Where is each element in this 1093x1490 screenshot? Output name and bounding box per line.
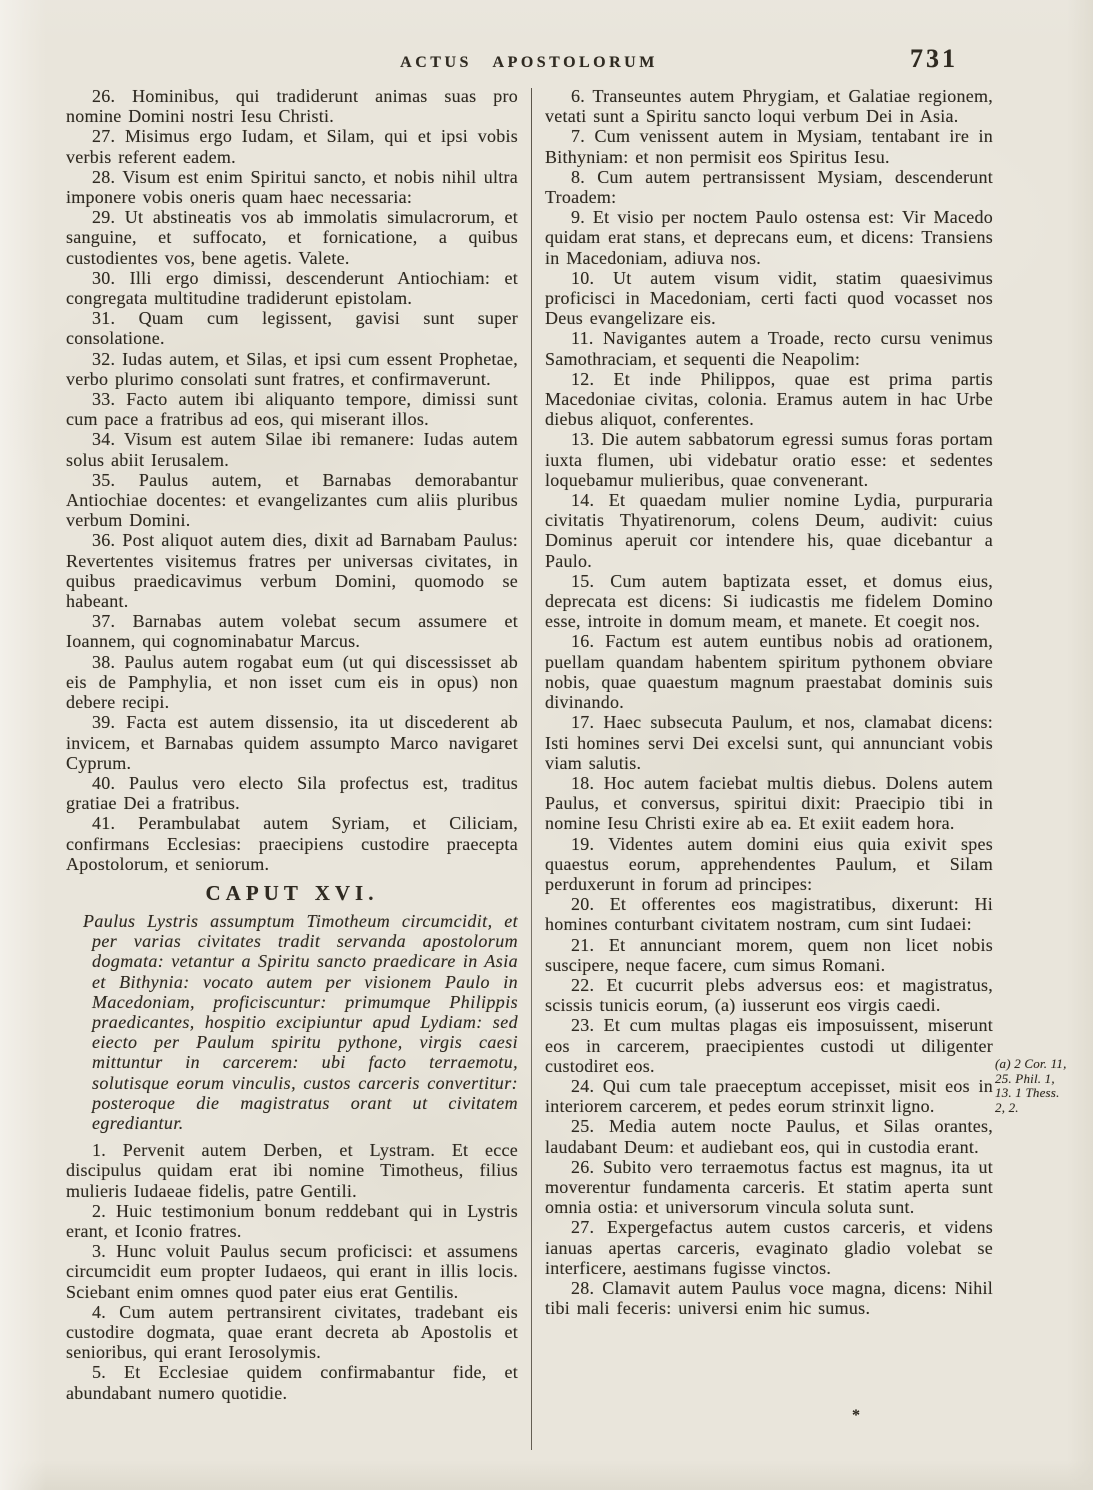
margin-note-line: (a) 2 Cor. 11,: [995, 1056, 1067, 1071]
verse-paragraph: 21. Et annunciant morem, quem non licet nobis suscipere, neque facere, cum simus Romani.: [545, 934, 993, 975]
verse-paragraph: 30. Illi ergo dimissi, descenderunt Antiochiam: et congregata multitudine tradiderunt epistolam.: [66, 267, 518, 309]
margin-note-line: 13. 1 Thess.: [995, 1085, 1060, 1100]
column-divider-rule: [531, 88, 532, 1450]
verse-paragraph: 28. Visum est enim Spiritui sancto, et nobis nihil ultra imponere vobis oneris quam haec necessaria:: [66, 166, 518, 208]
verse-paragraph: 28. Clamavit autem Paulus voce magna, dicens: Nihil tibi mali feceris: universi enim hic sumus.: [545, 1277, 993, 1319]
verse-paragraph: 11. Navigantes autem a Troade, recto cursu venimus Samothraciam, et sequenti die Neapolim:: [545, 328, 993, 369]
verse-paragraph: 6. Transeuntes autem Phrygiam, et Galatiae regionem, vetati sunt a Spiritu sancto loqui verbum Dei in Asia.: [545, 86, 993, 127]
chapter16-verses-start: [66, 1140, 518, 1403]
verse-paragraph: 24. Qui cum tale praeceptum accepisset, misit eos in interiorem carcerem, et pedes eorum strinxit ligno.: [545, 1075, 993, 1117]
left-column: [66, 86, 518, 1403]
chapter-heading: CAPUT XVI.: [205, 880, 379, 905]
verse-paragraph: 2. Huic testimonium bonum reddebant qui in Lystris erant, et Iconio fratres.: [66, 1200, 518, 1241]
verse-paragraph: 35. Paulus autem, et Barnabas demorabantur Antiochiae docentes: et evangelizantes cum aliis pluribus verbum Domini.: [66, 469, 518, 531]
verse-paragraph: 33. Facto autem ibi aliquanto tempore, dimissi sunt cum pace a fratribus ad eos, qui miserant illos.: [66, 389, 518, 430]
verse-paragraph: 36. Post aliquot autem dies, dixit ad Barnabam Paulus: Revertentes visitemus fratres per universas civitates, in quibus praedicavimus verbum Domini, quomodo se habeant.: [66, 530, 518, 612]
verse-paragraph: 7. Cum venissent autem in Mysiam, tentabant ire in Bithyniam: et non permisit eos Spiritus Iesu.: [545, 126, 993, 167]
verse-paragraph: 8. Cum autem pertransissent Mysiam, descenderunt Troadem:: [545, 166, 993, 208]
verse-paragraph: 26. Subito vero terraemotus factus est magnus, ita ut moverentur fundamenta carceris. Et statim aperta sunt omnia ostia: et universorum vincula soluta sunt.: [545, 1156, 993, 1218]
verse-paragraph: 1. Pervenit autem Derben, et Lystram. Et ecce discipulus quidam erat ibi nomine Timotheus, filius mulieris Iudaeae fidelis, patre Gentili.: [66, 1140, 518, 1201]
chapter16-verses: [545, 86, 993, 1318]
right-column: [545, 86, 993, 1318]
margin-note-line: 2, 2.: [995, 1099, 1019, 1115]
verse-paragraph: 9. Et visio per noctem Paulo ostensa est: Vir Macedo quidam erat stans, et deprecans eum, et dicens: Transiens in Macedoniam, adiuva nos.: [545, 207, 993, 268]
verse-paragraph: 5. Et Ecclesiae quidem confirmabantur fide, et abundabant numero quotidie.: [66, 1362, 518, 1403]
verse-paragraph: 13. Die autem sabbatorum egressi sumus foras portam iuxta flumen, ubi videbatur oratio esse: et sedentes loquebamur mulieribus, quae convenerant.: [545, 429, 993, 490]
verse-paragraph: 20. Et offerentes eos magistratibus, dixerunt: Hi homines conturbant civitatem nostram, cum sint Iudaei:: [545, 894, 993, 935]
verse-paragraph: 4. Cum autem pertransirent civitates, tradebant eis custodire dogmata, quae erant decreta ab Apostolis et senioribus, qui erant Ierosolymis.: [66, 1301, 518, 1363]
verse-paragraph: 25. Media autem nocte Paulus, et Silas orantes, laudabant Deum: et audiebant eos, qui in custodia erant.: [545, 1116, 993, 1157]
verse-paragraph: 17. Haec subsecuta Paulum, et nos, clamabat dicens: Isti homines servi Dei excelsi sunt, qui annunciant vobis viam salutis.: [545, 712, 993, 773]
running-head-title: ACTUS APOSTOLORUM: [400, 54, 658, 71]
verse-paragraph: 34. Visum est autem Silae ibi remanere: Iudas autem solus abiit Ierusalem.: [66, 429, 518, 470]
verse-paragraph: 29. Ut abstineatis vos ab immolatis simulacrorum, et sanguine, et suffocato, et fornicatione, a quibus custodientes vos, bene agetis. Valete.: [66, 207, 518, 268]
verse-paragraph: 31. Quam cum legissent, gavisi sunt super consolatione.: [66, 308, 518, 349]
verse-paragraph: 40. Paulus vero electo Sila profectus est, traditus gratiae Dei a fratribus.: [66, 772, 518, 814]
verse-paragraph: 27. Misimus ergo Iudam, et Silam, qui et ipsi vobis verbis referent eadem.: [66, 126, 518, 167]
verse-paragraph: 26. Hominibus, qui tradiderunt animas suas pro nomine Domini nostri Iesu Christi.: [66, 86, 518, 127]
verse-paragraph: 32. Iudas autem, et Silas, et ipsi cum essent Prophetae, verbo plurimo consolati sunt fratres, et confirmaverunt.: [66, 348, 518, 389]
verse-paragraph: 14. Et quaedam mulier nomine Lydia, purpuraria civitatis Thyatirenorum, colens Deum, audivit: cuius Dominus aperuit cor intendere his, quae dicebantur a Paulo.: [545, 490, 993, 571]
verse-paragraph: 3. Hunc voluit Paulus secum proficisci: et assumens circumcidit eum propter Iudaeos, qui erant in illis locis. Sciebant enim omnes quod pater eius erat Gentilis.: [66, 1241, 518, 1302]
verse-paragraph: 15. Cum autem baptizata esset, et domus eius, deprecata est dicens: Si iudicastis me fidelem Domino esse, introite in domum meam, et manete. Et coegit nos.: [545, 570, 993, 632]
chapter15-verses: [66, 86, 518, 874]
verse-paragraph: 41. Perambulabat autem Syriam, et Ciliciam, confirmans Ecclesias: praecipiens custodire praecepta Apostolorum, et seniorum.: [66, 813, 518, 874]
verse-paragraph: 12. Et inde Philippos, quae est prima partis Macedoniae civitas, colonia. Eramus autem in hac Urbe diebus aliquot, conferentes.: [545, 368, 993, 430]
margin-reference-note: [995, 1057, 1093, 1115]
page-number: 731: [910, 44, 958, 73]
footer-asterisk: *: [852, 1407, 860, 1424]
verse-paragraph: 10. Ut autem visum vidit, statim quaesivimus proficisci in Macedoniam, certi facti quod vocasset nos Deus evangelizare eis.: [545, 267, 993, 329]
margin-note-line: 25. Phil. 1,: [995, 1070, 1055, 1086]
verse-paragraph: 18. Hoc autem faciebat multis diebus. Dolens autem Paulus, et conversus, spiritui dixit: Praecipio tibi in nomine Iesu Christi exire ab ea. Et exiit eadem hora.: [545, 772, 993, 834]
chapter-summary: Paulus Lystris assumptum Timotheum circumcidit, et per varias civitates tradit servanda apostolorum dogmata: vetantur a Spiritu sancto praedicare in Asia et Bithynia: vocato autem per visionem Paulo in Macedoniam, proficiscuntur: primumque Philippis praedicantes, hospitio excipiuntur apud Lydiam: sed eiecto per Paulum spiritu pythone, virgis caesi mittuntur in carcerem: ubi facto terraemotu, solutisque eorum vinculis, custos carceris convertitur: posteroque die magistratus orant ut civitatem egrediantur.: [83, 910, 518, 1133]
verse-paragraph: 38. Paulus autem rogabat eum (ut qui discessisset ab eis de Pamphylia, et non isset cum eis in opus) non debere recipi.: [66, 651, 518, 713]
verse-paragraph: 16. Factum est autem euntibus nobis ad orationem, puellam quandam habentem spiritum pythonem obviare nobis, quae quaestum magnum praestabat dominis suis divinando.: [545, 631, 993, 713]
verse-paragraph: 27. Expergefactus autem custos carceris, et videns ianuas apertas carceris, evaginato gladio volebat se interficere, aestimans fugisse vinctos.: [545, 1217, 993, 1278]
verse-paragraph: 19. Videntes autem domini eius quia exivit spes quaestus eorum, apprehendentes Paulum, et Silam perduxerunt in forum ad principes:: [545, 833, 993, 894]
verse-paragraph: 23. Et cum multas plagas eis imposuissent, miserunt eos in carcerem, praecipientes custodi ut diligenter custodiret eos.: [545, 1015, 993, 1076]
verse-paragraph: 39. Facta est autem dissensio, ita ut discederent ab invicem, et Barnabas quidem assumpto Marco navigaret Cyprum.: [66, 712, 518, 773]
verse-paragraph: 37. Barnabas autem volebat secum assumere et Ioannem, qui cognominabatur Marcus.: [66, 611, 518, 652]
verse-paragraph: 22. Et cucurrit plebs adversus eos: et magistratus, scissis tunicis eorum, (a) iusserunt eos virgis caedi.: [545, 974, 993, 1016]
